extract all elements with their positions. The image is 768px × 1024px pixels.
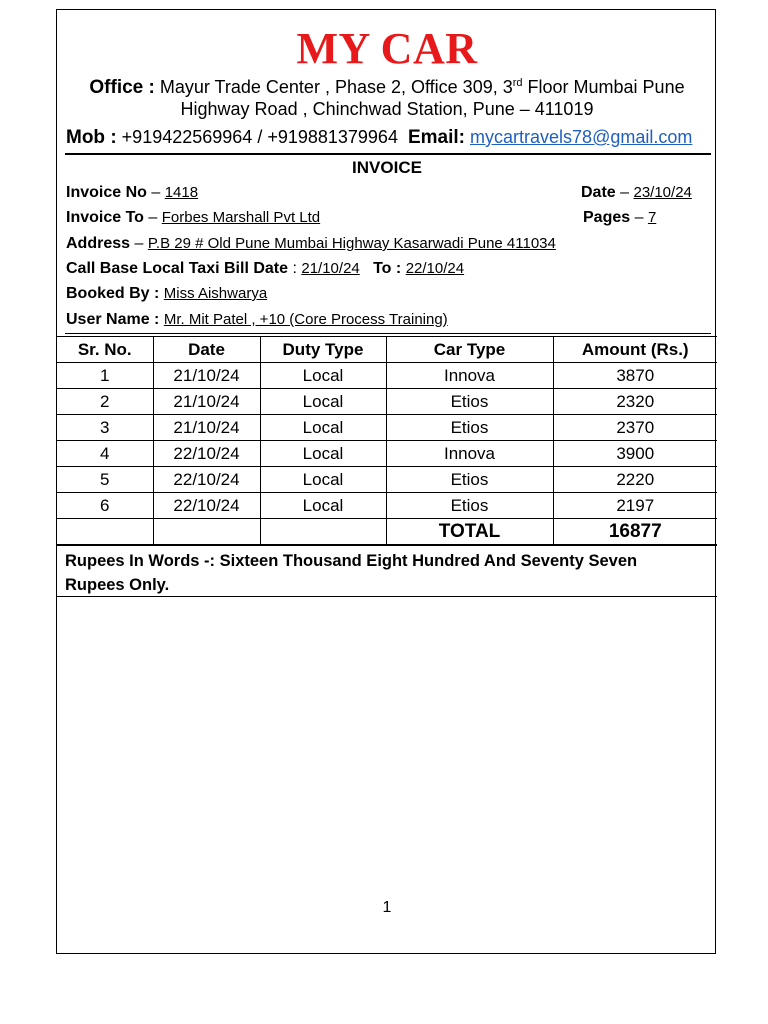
table-row [57, 441, 717, 467]
mob-label: Mob : [66, 127, 117, 148]
date-row: Date – 23/10/24 [581, 184, 692, 201]
total-value: 16877 [553, 519, 717, 545]
invoice-no-value: 1418 [164, 184, 199, 201]
bill-to-value: 22/10/24 [405, 260, 465, 277]
empty-cell [153, 519, 260, 545]
sr-no-cell: 1 [57, 363, 153, 389]
empty-cell [57, 519, 153, 545]
email-label: Email: [407, 127, 466, 148]
contact-line [66, 125, 692, 150]
date-cell: 22/10/24 [153, 441, 260, 467]
address-superscript: rd [512, 77, 523, 89]
user-name-row [66, 309, 448, 331]
amount-cell: 2220 [553, 467, 717, 493]
invoice-title: INVOICE [352, 158, 422, 177]
table-row [57, 363, 717, 389]
total-label: TOTAL [386, 519, 553, 545]
table-row [57, 389, 717, 415]
car-type-cell: Innova [386, 363, 553, 389]
duty-type-cell: Local [260, 441, 386, 467]
empty-cell [260, 519, 386, 545]
column-header: Amount (Rs.) [553, 337, 717, 363]
total-row [57, 519, 717, 545]
office-address-line1 [57, 71, 717, 100]
date-cell: 22/10/24 [153, 467, 260, 493]
company-name: MY CAR [296, 24, 478, 73]
duty-type-cell: Local [260, 467, 386, 493]
date-cell: 22/10/24 [153, 493, 260, 519]
invoice-page [56, 9, 716, 954]
pages-row: Pages – 7 [583, 209, 657, 226]
sr-no-cell: 6 [57, 493, 153, 519]
amount-cell: 2320 [553, 389, 717, 415]
booked-by-label: Booked By : [66, 285, 160, 302]
words-line2: Rupees Only. [65, 576, 170, 594]
sr-no-cell: 3 [57, 415, 153, 441]
amount-cell: 2197 [553, 493, 717, 519]
date-cell: 21/10/24 [153, 415, 260, 441]
duty-type-cell: Local [260, 389, 386, 415]
office-label: Office : [89, 77, 155, 98]
car-type-cell: Innova [386, 441, 553, 467]
table-row [57, 493, 717, 519]
booked-by-row [66, 283, 267, 305]
car-type-cell: Etios [386, 389, 553, 415]
email-link[interactable]: mycartravels78@gmail.com [470, 127, 693, 147]
mob-value: +919422569964 / +919881379964 [121, 127, 398, 147]
page-number: 1 [382, 899, 392, 916]
details-divider [65, 333, 711, 334]
duty-type-cell: Local [260, 415, 386, 441]
bill-date-label: Call Base Local Taxi Bill Date [66, 260, 289, 277]
words-line1: Rupees In Words -: Sixteen Thousand Eight Hundred And Seventy Seven [65, 552, 638, 570]
table-row [57, 415, 717, 441]
column-header: Car Type [386, 337, 553, 363]
car-type-cell: Etios [386, 493, 553, 519]
user-name-value: Mr. Mit Patel , +10 (Core Process Training) [163, 311, 448, 328]
duty-type-cell: Local [260, 363, 386, 389]
sr-no-cell: 5 [57, 467, 153, 493]
pages-value: 7 [647, 209, 657, 226]
table-row [57, 467, 717, 493]
car-type-cell: Etios [386, 467, 553, 493]
invoice-no-row: Invoice No – 1418 [66, 184, 199, 201]
column-header: Sr. No. [57, 337, 153, 363]
office-address-line2: Highway Road , Chinchwad Station, Pune – 411019 [180, 99, 594, 119]
address-part1: Mayur Trade Center , Phase 2, Office 309, 3 [159, 77, 513, 97]
booked-by-value: Miss Aishwarya [163, 285, 268, 302]
invoice-to-value: Forbes Marshall Pvt Ltd [161, 209, 321, 226]
amount-cell: 3900 [553, 441, 717, 467]
address-row: Address – P.B 29 # Old Pune Mumbai Highway Kasarwadi Pune 411034 [66, 235, 556, 252]
to-label: To : [373, 260, 402, 277]
duty-type-cell: Local [260, 493, 386, 519]
address-label: Address [66, 235, 131, 252]
date-cell: 21/10/24 [153, 363, 260, 389]
invoice-no-label: Invoice No [66, 184, 147, 201]
amount-cell: 2370 [553, 415, 717, 441]
invoice-to-label: Invoice To [66, 209, 144, 226]
invoice-to-row: Invoice To – Forbes Marshall Pvt Ltd [66, 209, 321, 226]
date-cell: 21/10/24 [153, 389, 260, 415]
amount-in-words [57, 545, 717, 597]
header-divider [65, 153, 711, 155]
items-table [57, 336, 717, 545]
table-header-row [57, 337, 717, 363]
user-name-label: User Name : [66, 311, 160, 328]
bill-from-value: 21/10/24 [301, 260, 360, 277]
address-part2: Floor Mumbai Pune [522, 77, 685, 97]
car-type-cell: Etios [386, 415, 553, 441]
sr-no-cell: 4 [57, 441, 153, 467]
date-label: Date [581, 184, 616, 201]
column-header: Duty Type [260, 337, 386, 363]
pages-label: Pages [583, 209, 631, 226]
address-value: P.B 29 # Old Pune Mumbai Highway Kasarwadi Pune 411034 [147, 235, 556, 252]
date-value: 23/10/24 [633, 184, 692, 201]
column-header: Date [153, 337, 260, 363]
amount-cell: 3870 [553, 363, 717, 389]
bill-date-row: Call Base Local Taxi Bill Date : 21/10/24 To : 22/10/24 [66, 260, 465, 277]
sr-no-cell: 2 [57, 389, 153, 415]
